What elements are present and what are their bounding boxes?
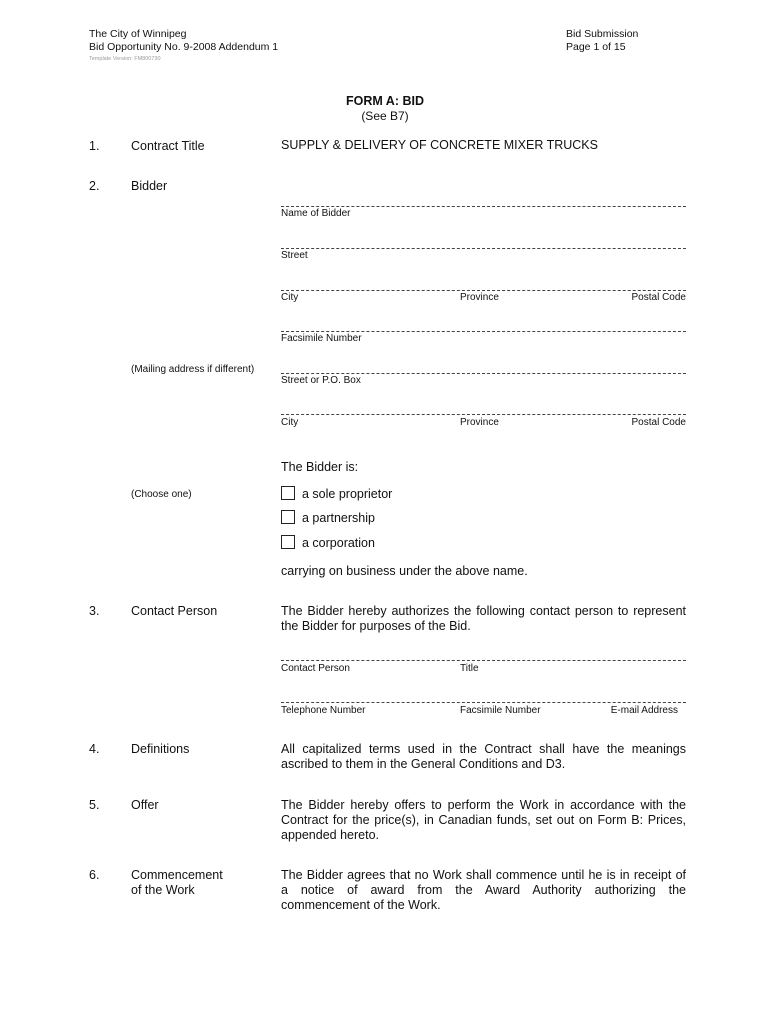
bidder-street-line[interactable] bbox=[281, 248, 686, 249]
mailing-city-line[interactable] bbox=[281, 414, 686, 415]
corporation-checkbox[interactable] bbox=[281, 535, 295, 549]
item-label-contract-title: Contract Title bbox=[131, 139, 205, 153]
item-label-definitions: Definitions bbox=[131, 742, 190, 756]
mailing-city-label: City bbox=[281, 417, 299, 428]
item-number-5: 5. bbox=[89, 798, 100, 812]
bidder-street-label: Street bbox=[281, 250, 308, 261]
partnership-checkbox[interactable] bbox=[281, 510, 295, 524]
mailing-street-label: Street or P.O. Box bbox=[281, 375, 361, 386]
contact-person-line[interactable] bbox=[281, 660, 686, 661]
bidder-fax-line[interactable] bbox=[281, 331, 686, 332]
item-label-contact-person: Contact Person bbox=[131, 604, 218, 618]
bidder-type-heading: The Bidder is: bbox=[281, 460, 359, 474]
mailing-street-line[interactable] bbox=[281, 373, 686, 374]
header-bid-opportunity: Bid Opportunity No. 9-2008 Addendum 1 bbox=[89, 41, 279, 53]
corporation-label: a corporation bbox=[302, 536, 375, 550]
mailing-postal-label: Postal Code bbox=[631, 417, 686, 428]
header-section: Bid Submission bbox=[566, 28, 639, 40]
choose-one-note: (Choose one) bbox=[131, 489, 192, 500]
item-number-3: 3. bbox=[89, 604, 100, 618]
offer-text: The Bidder hereby offers to perform the Work in accordance with the Contract for the price(s), in Canadian funds, set out on Form B: Prices, appended hereto. bbox=[281, 798, 686, 842]
bidder-city-label: City bbox=[281, 292, 299, 303]
commencement-text: The Bidder agrees that no Work shall commence until he is in receipt of a notice of award from the Award Authority authorizing the commencement of the Work. bbox=[281, 868, 686, 912]
item-number-6: 6. bbox=[89, 868, 100, 882]
bidder-postal-label: Postal Code bbox=[631, 292, 686, 303]
item-label-bidder: Bidder bbox=[131, 179, 168, 193]
header-org: The City of Winnipeg bbox=[89, 28, 187, 40]
bidder-name-line[interactable] bbox=[281, 206, 686, 207]
header-template-version: Template Version: FM800730 bbox=[89, 56, 161, 62]
sole-proprietor-checkbox[interactable] bbox=[281, 486, 295, 500]
bidder-fax-label: Facsimile Number bbox=[281, 333, 362, 344]
contact-person-label: Contact Person bbox=[281, 663, 350, 674]
sole-proprietor-label: a sole proprietor bbox=[302, 487, 393, 501]
contact-phone-line[interactable] bbox=[281, 702, 686, 703]
contact-fax-label: Facsimile Number bbox=[460, 705, 541, 716]
item-label-commencement: Commencement bbox=[131, 868, 223, 882]
bidder-city-line[interactable] bbox=[281, 290, 686, 291]
carrying-on-business-text: carrying on business under the above name. bbox=[281, 564, 528, 578]
bidder-province-label: Province bbox=[460, 292, 499, 303]
email-address-label: E-mail Address bbox=[610, 705, 678, 716]
contact-person-text: The Bidder hereby authorizes the following contact person to represent the Bidder for purposes of the Bid. bbox=[281, 604, 686, 633]
item-label-of-the-work: of the Work bbox=[131, 883, 195, 897]
bidder-name-label: Name of Bidder bbox=[281, 208, 351, 219]
item-label-offer: Offer bbox=[131, 798, 159, 812]
contract-title-value: SUPPLY & DELIVERY OF CONCRETE MIXER TRUCKS bbox=[281, 138, 598, 152]
partnership-label: a partnership bbox=[302, 511, 375, 525]
item-number-1: 1. bbox=[89, 139, 100, 153]
contact-title-label: Title bbox=[460, 663, 479, 674]
header-page-number: Page 1 of 15 bbox=[566, 41, 626, 53]
item-number-4: 4. bbox=[89, 742, 100, 756]
definitions-text: All capitalized terms used in the Contract shall have the meanings ascribed to them in the General Conditions and D3. bbox=[281, 742, 686, 771]
form-subtitle: (See B7) bbox=[361, 109, 409, 123]
mailing-address-note: (Mailing address if different) bbox=[131, 364, 255, 375]
mailing-province-label: Province bbox=[460, 417, 499, 428]
item-number-2: 2. bbox=[89, 179, 100, 193]
telephone-number-label: Telephone Number bbox=[281, 705, 366, 716]
form-title: FORM A: BID bbox=[346, 94, 424, 108]
